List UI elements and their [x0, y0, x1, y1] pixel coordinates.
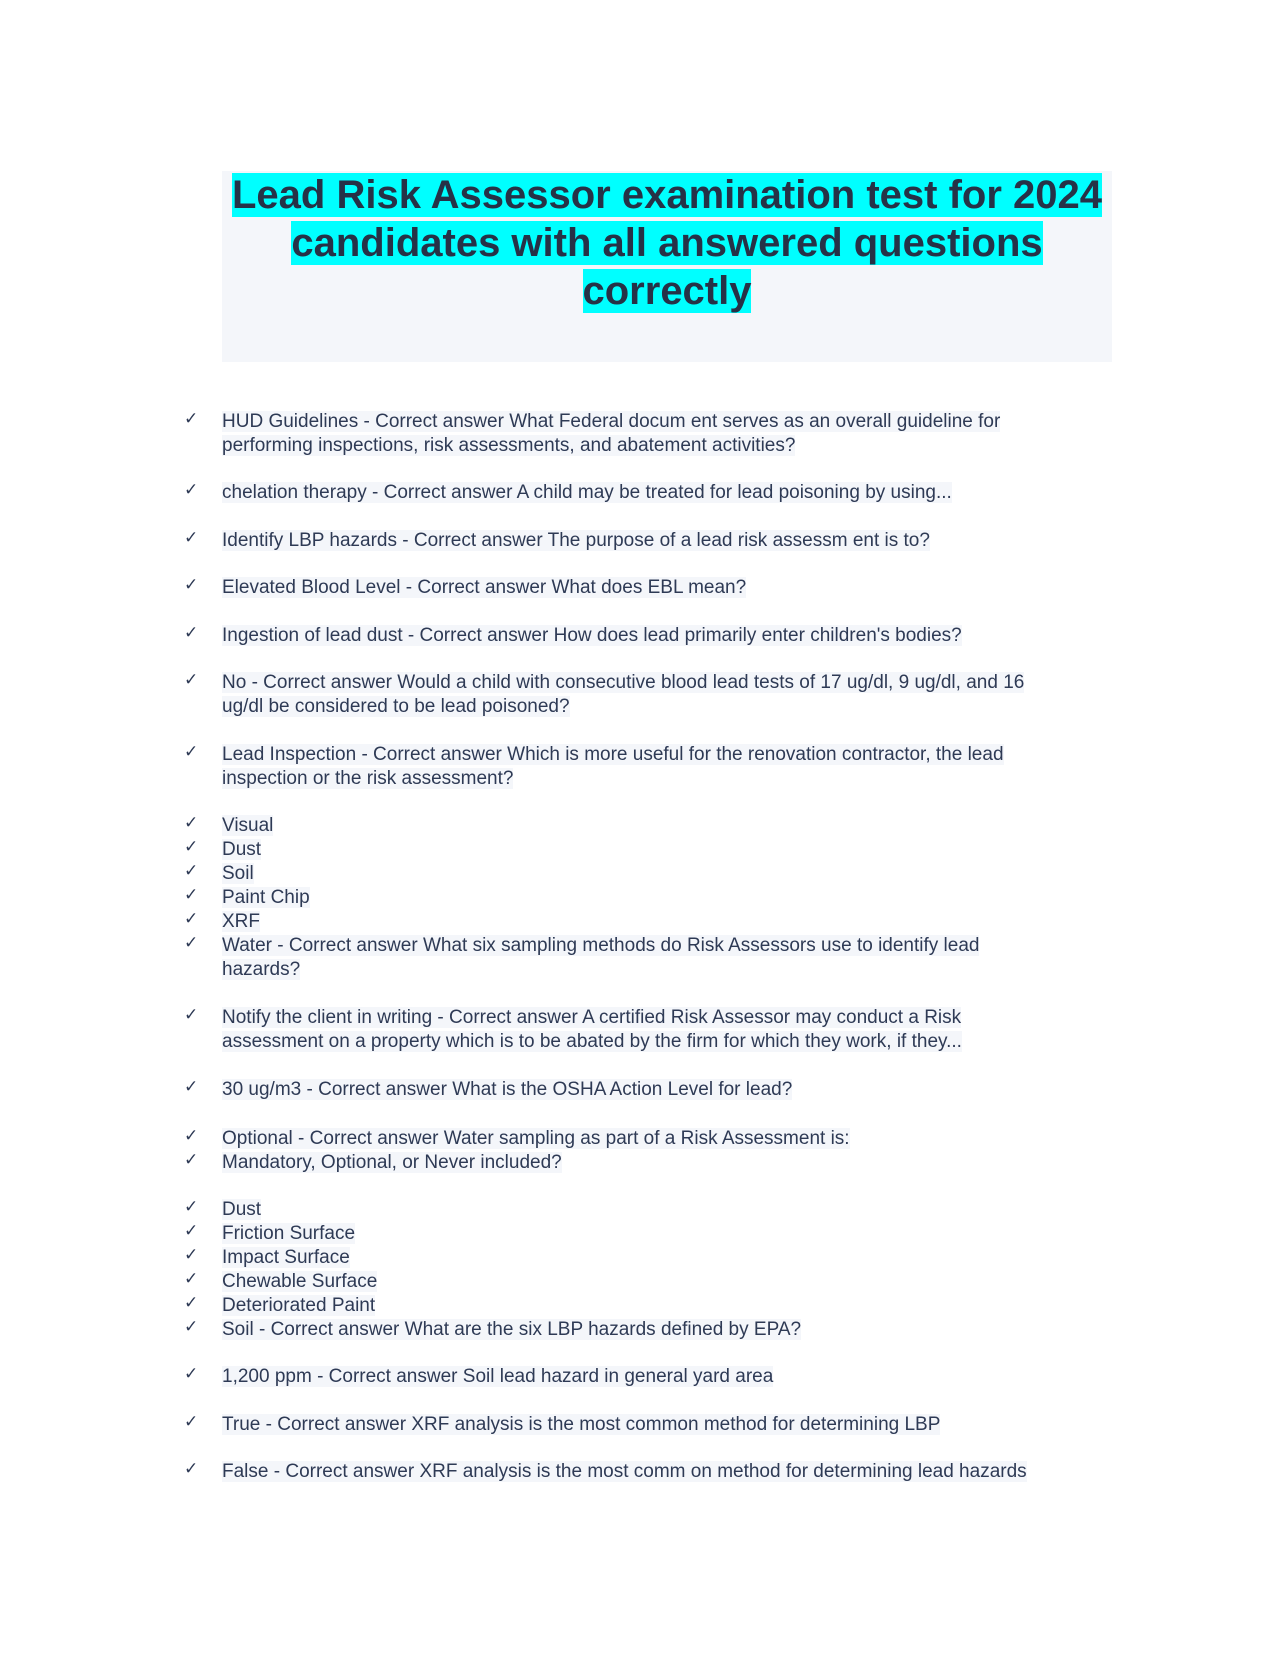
list-item	[184, 837, 1102, 862]
list-item-text: Impact Surface	[222, 1247, 350, 1268]
list-item	[184, 1317, 1102, 1342]
list-item	[184, 1126, 1102, 1151]
list-item-text: Mandatory, Optional, or Never included?	[222, 1152, 562, 1173]
list-item-continuation	[222, 434, 1102, 458]
check-mark-icon: ✓	[184, 1077, 199, 1097]
check-mark-icon: ✓	[184, 885, 199, 905]
check-mark-icon: ✓	[184, 623, 199, 643]
list-item-text: Notify the client in writing - Correct answer A certified Risk Assessor may conduct a Risk	[222, 1007, 962, 1028]
list-item	[184, 1459, 1102, 1484]
list-item-text: 1,200 ppm - Correct answer Soil lead hazard in general yard area	[222, 1366, 774, 1387]
list-item-text: Dust	[222, 1199, 262, 1220]
list-item	[184, 1269, 1102, 1294]
list-item	[184, 1150, 1102, 1175]
list-item-continuation	[222, 695, 1102, 719]
list-item	[184, 528, 1102, 553]
check-mark-icon: ✓	[184, 1412, 199, 1432]
list-item-text: Ingestion of lead dust - Correct answer How does lead primarily enter children's bodies?	[222, 625, 962, 646]
list-item-continuation	[222, 958, 1102, 982]
list-item	[184, 885, 1102, 910]
list-item-text: Identify LBP hazards - Correct answer The purpose of a lead risk assessm ent is to?	[222, 530, 930, 551]
list-item-text: ug/dl be considered to be lead poisoned?	[222, 696, 570, 717]
list-item-continuation	[222, 767, 1102, 791]
check-mark-icon: ✓	[184, 1317, 199, 1337]
list-item-text: chelation therapy - Correct answer A child may be treated for lead poisoning by using...	[222, 482, 952, 503]
list-item-text: No - Correct answer Would a child with consecutive blood lead tests of 17 ug/dl, 9 ug/dl, and 16	[222, 672, 1025, 693]
check-mark-icon: ✓	[184, 575, 199, 595]
list-item-text: Soil	[222, 863, 254, 884]
list-item	[184, 933, 1102, 958]
list-item	[184, 1245, 1102, 1270]
list-item	[184, 1364, 1102, 1389]
list-item	[184, 1221, 1102, 1246]
check-mark-icon: ✓	[184, 1293, 199, 1313]
list-item-text: HUD Guidelines - Correct answer What Federal docum ent serves as an overall guideline for	[222, 411, 1001, 432]
check-mark-icon: ✓	[184, 1459, 199, 1479]
list-item-text: Deteriorated Paint	[222, 1295, 376, 1316]
document-title-text: Lead Risk Assessor examination test for 2024 candidates with all answered questions correctly	[232, 173, 1102, 313]
list-item-text: assessment on a property which is to be abated by the firm for which they work, if they...	[222, 1031, 962, 1052]
list-item-text: True - Correct answer XRF analysis is the most common method for determining LBP	[222, 1414, 941, 1435]
list-item-continuation	[222, 1030, 1102, 1054]
list-item	[184, 623, 1102, 648]
list-item-text: Lead Inspection - Correct answer Which is more useful for the renovation contractor, the lead	[222, 744, 1004, 765]
check-mark-icon: ✓	[184, 528, 199, 548]
list-item-text: Soil - Correct answer What are the six LBP hazards defined by EPA?	[222, 1319, 802, 1340]
check-mark-icon: ✓	[184, 670, 199, 690]
list-item-text: Water - Correct answer What six sampling methods do Risk Assessors use to identify lead	[222, 935, 980, 956]
list-item	[184, 909, 1102, 934]
list-item-text: XRF	[222, 911, 260, 932]
check-mark-icon: ✓	[184, 909, 199, 929]
list-item	[184, 409, 1102, 434]
list-item-text: 30 ug/m3 - Correct answer What is the OSHA Action Level for lead?	[222, 1079, 793, 1100]
list-item	[184, 575, 1102, 600]
check-mark-icon: ✓	[184, 1221, 199, 1241]
check-mark-icon: ✓	[184, 1197, 199, 1217]
list-item	[184, 1197, 1102, 1222]
list-item	[184, 670, 1102, 695]
list-item	[184, 1077, 1102, 1102]
check-mark-icon: ✓	[184, 742, 199, 762]
list-item-text: Paint Chip	[222, 887, 310, 908]
list-item	[184, 861, 1102, 886]
list-item	[184, 813, 1102, 838]
check-mark-icon: ✓	[184, 1269, 199, 1289]
check-mark-icon: ✓	[184, 1005, 199, 1025]
check-mark-icon: ✓	[184, 933, 199, 953]
check-mark-icon: ✓	[184, 1245, 199, 1265]
list-item	[184, 1412, 1102, 1437]
list-item	[184, 742, 1102, 767]
check-mark-icon: ✓	[184, 861, 199, 881]
check-mark-icon: ✓	[184, 837, 199, 857]
list-item-text: Chewable Surface	[222, 1271, 378, 1292]
list-item-text: inspection or the risk assessment?	[222, 768, 514, 789]
list-item-text: Elevated Blood Level - Correct answer What does EBL mean?	[222, 577, 747, 598]
check-mark-icon: ✓	[184, 1150, 199, 1170]
list-item-text: Optional - Correct answer Water sampling as part of a Risk Assessment is:	[222, 1128, 850, 1149]
check-mark-icon: ✓	[184, 1126, 199, 1146]
list-item-text: Friction Surface	[222, 1223, 356, 1244]
list-item	[184, 1293, 1102, 1318]
list-item-text: Dust	[222, 839, 262, 860]
list-item-text: performing inspections, risk assessments, and abatement activities?	[222, 435, 796, 456]
list-item	[184, 480, 1102, 505]
list-item-text: False - Correct answer XRF analysis is the most comm on method for determining lead hazards	[222, 1461, 1027, 1482]
check-mark-icon: ✓	[184, 1364, 199, 1384]
list-item-text: hazards?	[222, 959, 301, 980]
check-mark-icon: ✓	[184, 813, 199, 833]
list-item	[184, 1005, 1102, 1030]
list-item-text: Visual	[222, 815, 274, 836]
check-mark-icon: ✓	[184, 480, 199, 500]
check-mark-icon: ✓	[184, 409, 199, 429]
